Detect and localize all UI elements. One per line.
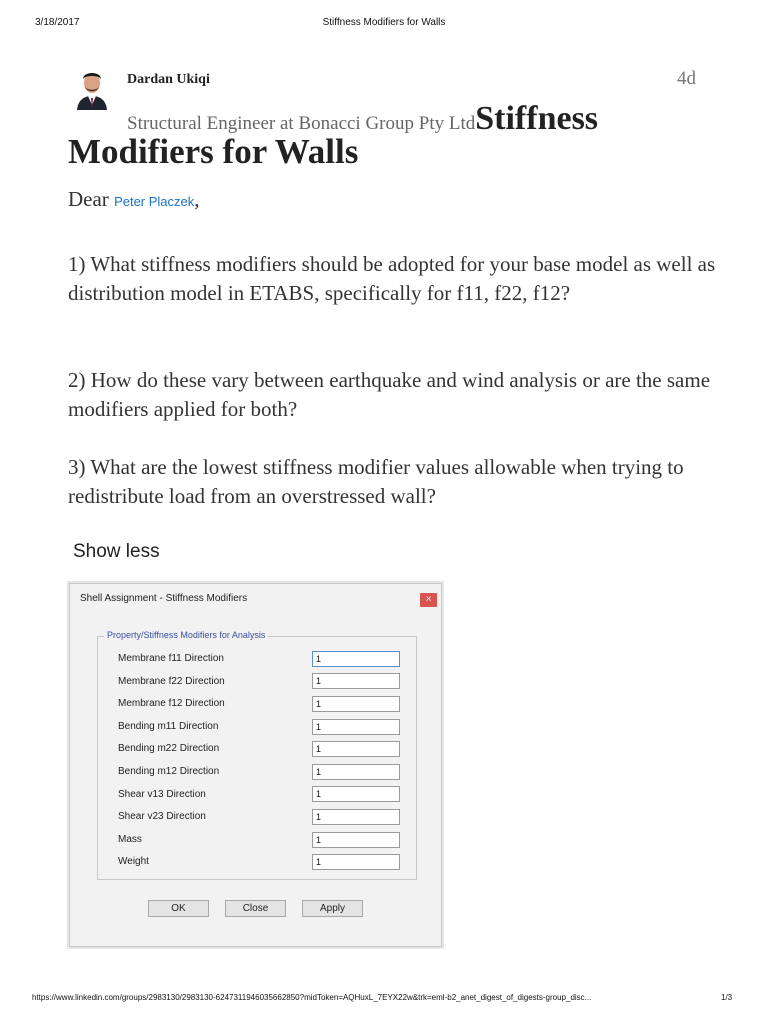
input-membrane-f22[interactable]: 1 bbox=[312, 673, 400, 689]
row-label-bending-m11: Bending m11 Direction bbox=[118, 721, 219, 732]
input-shear-v23[interactable]: 1 bbox=[312, 809, 400, 825]
row-label-membrane-f11: Membrane f11 Direction bbox=[118, 653, 224, 664]
row-label-weight: Weight bbox=[118, 856, 149, 867]
input-membrane-f12[interactable]: 1 bbox=[312, 696, 400, 712]
greeting-suffix: , bbox=[194, 187, 200, 211]
row-label-shear-v23: Shear v23 Direction bbox=[118, 811, 206, 822]
row-label-bending-m22: Bending m22 Direction bbox=[118, 743, 220, 754]
show-less-link[interactable]: Show less bbox=[73, 541, 160, 562]
row-label-bending-m12: Bending m12 Direction bbox=[118, 766, 220, 777]
row-label-mass: Mass bbox=[118, 834, 142, 845]
input-bending-m22[interactable]: 1 bbox=[312, 741, 400, 757]
input-shear-v13[interactable]: 1 bbox=[312, 786, 400, 802]
avatar-icon bbox=[71, 64, 113, 110]
print-page-title: Stiffness Modifiers for Walls bbox=[322, 17, 446, 28]
author-avatar[interactable] bbox=[71, 64, 113, 110]
dialog-title: Shell Assignment - Stiffness Modifiers bbox=[80, 593, 248, 604]
row-label-membrane-f22: Membrane f22 Direction bbox=[118, 676, 225, 687]
author-name[interactable]: Dardan Ukiqi bbox=[127, 72, 210, 87]
print-page-number: 1/3 bbox=[721, 993, 733, 1002]
greeting-prefix: Dear bbox=[68, 187, 109, 211]
input-bending-m11[interactable]: 1 bbox=[312, 719, 400, 735]
mention-link[interactable]: Peter Placzek bbox=[114, 194, 195, 209]
close-icon[interactable]: × bbox=[420, 593, 437, 607]
ok-button[interactable]: OK bbox=[148, 900, 209, 917]
paragraph-1: 1) What stiffness modifiers should be adopted for your base model as well as distribution model in ETABS, specifically for f11, f22, f12? bbox=[68, 252, 716, 305]
post-time: 4d bbox=[677, 68, 696, 89]
row-label-membrane-f12: Membrane f12 Direction bbox=[118, 698, 225, 709]
group-label: Property/Stiffness Modifiers for Analysis bbox=[104, 630, 268, 640]
row-label-shear-v13: Shear v13 Direction bbox=[118, 789, 206, 800]
input-mass[interactable]: 1 bbox=[312, 832, 400, 848]
author-headline-text: Structural Engineer at Bonacci Group Pty Ltd bbox=[127, 113, 476, 134]
close-button[interactable]: Close bbox=[225, 900, 286, 917]
print-date: 3/18/2017 bbox=[35, 17, 80, 28]
input-weight[interactable]: 1 bbox=[312, 854, 400, 870]
post-title-part2: Modifiers for Walls bbox=[68, 132, 359, 171]
apply-button[interactable]: Apply bbox=[302, 900, 363, 917]
stiffness-modifiers-dialog-image[interactable] bbox=[69, 583, 442, 947]
post-title-part1: Stiffness bbox=[475, 100, 599, 137]
input-bending-m12[interactable]: 1 bbox=[312, 764, 400, 780]
input-membrane-f11[interactable]: 1 bbox=[312, 651, 400, 667]
print-url: https://www.linkedin.com/groups/2983130/2983130-6247311946035662850?midToken=AQHuxL_7EYX22w&trk=eml-b2_anet_digest_of_digests-group_disc... bbox=[32, 993, 592, 1002]
paragraph-2: 2) How do these vary between earthquake and wind analysis or are the same modifiers applied for both? bbox=[68, 368, 711, 421]
greeting bbox=[68, 187, 200, 212]
paragraph-3: 3) What are the lowest stiffness modifier values allowable when trying to redistribute load from an overstressed wall? bbox=[68, 455, 684, 508]
